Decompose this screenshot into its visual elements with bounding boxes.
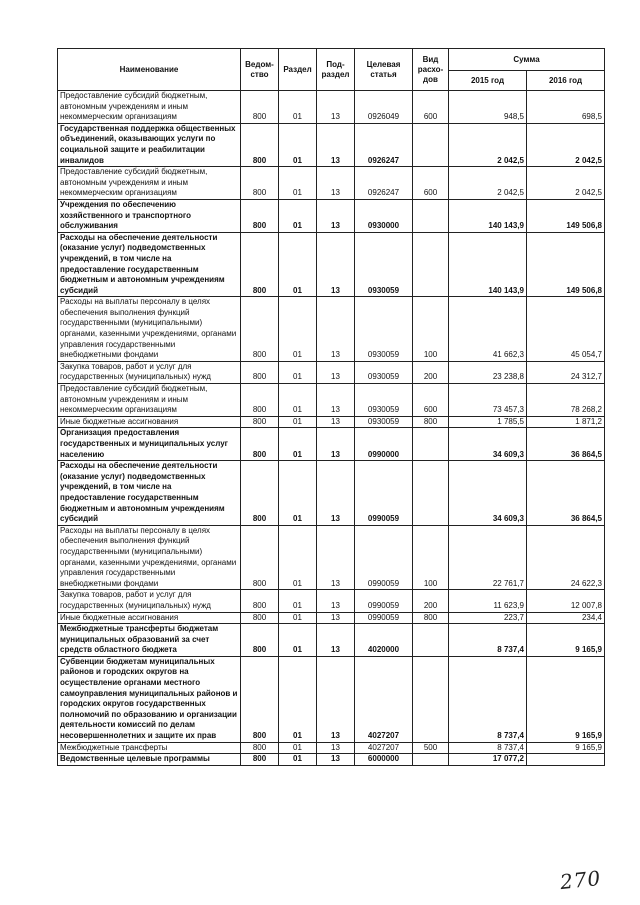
row-sum-2015-cell: 8 737,4: [449, 742, 527, 754]
row-section-cell: 01: [279, 361, 317, 383]
table-row: [58, 624, 605, 657]
row-subsection-cell: 13: [317, 461, 355, 526]
row-exptype-cell: 600: [413, 91, 449, 124]
row-sum-2016-cell: 45 054,7: [527, 297, 605, 362]
row-exptype-cell: [413, 656, 449, 742]
row-exptype-cell: 200: [413, 590, 449, 612]
row-name-cell: Государственная поддержка общественных объединений, оказывающих услуги по социальной защите и реабилитации инвалидов: [58, 123, 241, 166]
row-sum-2016-cell: 149 506,8: [527, 199, 605, 232]
row-sum-2016-cell: 149 506,8: [527, 232, 605, 297]
table-row: [58, 656, 605, 742]
row-ministry-cell: 800: [241, 416, 279, 428]
row-section-cell: 01: [279, 742, 317, 754]
row-sum-2016-cell: 12 007,8: [527, 590, 605, 612]
table-row: [58, 232, 605, 297]
table-row: [58, 428, 605, 461]
row-subsection-cell: 13: [317, 525, 355, 590]
row-sum-2016-cell: 78 268,2: [527, 384, 605, 417]
table-row: [58, 742, 605, 754]
header-exptype: Вид расхо-дов: [413, 49, 449, 91]
row-target-cell: 0926247: [355, 123, 413, 166]
row-name-cell: Расходы на обеспечение деятельности (оказание услуг) подведомственных учреждений, в том числе на предоставление государственным бюджетным и автономным учреждениям субсидий: [58, 461, 241, 526]
row-sum-2015-cell: 2 042,5: [449, 123, 527, 166]
row-section-cell: 01: [279, 297, 317, 362]
row-exptype-cell: 200: [413, 361, 449, 383]
row-name-cell: Предоставление субсидий бюджетным, автономным учреждениям и иным некоммерческим организациям: [58, 91, 241, 124]
row-ministry-cell: 800: [241, 612, 279, 624]
row-sum-2016-cell: [527, 754, 605, 766]
row-subsection-cell: 13: [317, 167, 355, 200]
row-exptype-cell: [413, 754, 449, 766]
row-exptype-cell: [413, 199, 449, 232]
row-name-cell: Иные бюджетные ассигнования: [58, 416, 241, 428]
row-sum-2015-cell: 22 761,7: [449, 525, 527, 590]
row-section-cell: 01: [279, 232, 317, 297]
row-name-cell: Межбюджетные трансферты бюджетам муниципальных образований за счет средств областного бюджета: [58, 624, 241, 657]
row-exptype-cell: 100: [413, 525, 449, 590]
row-name-cell: Расходы на обеспечение деятельности (оказание услуг) подведомственных учреждений, в том числе на предоставление государственным бюджетным и автономным учреждениям субсидий: [58, 232, 241, 297]
row-sum-2015-cell: 34 609,3: [449, 428, 527, 461]
row-exptype-cell: 600: [413, 167, 449, 200]
header-sum: Сумма: [449, 49, 605, 71]
row-section-cell: 01: [279, 612, 317, 624]
row-name-cell: Межбюджетные трансферты: [58, 742, 241, 754]
row-target-cell: 0990000: [355, 428, 413, 461]
row-sum-2016-cell: 9 165,9: [527, 656, 605, 742]
row-subsection-cell: 13: [317, 361, 355, 383]
row-ministry-cell: 800: [241, 361, 279, 383]
row-sum-2016-cell: 2 042,5: [527, 123, 605, 166]
row-sum-2015-cell: 11 623,9: [449, 590, 527, 612]
row-sum-2016-cell: 24 312,7: [527, 361, 605, 383]
row-sum-2016-cell: 1 871,2: [527, 416, 605, 428]
row-subsection-cell: 13: [317, 428, 355, 461]
row-name-cell: Учреждения по обеспечению хозяйственного и транспортного обслуживания: [58, 199, 241, 232]
row-exptype-cell: 500: [413, 742, 449, 754]
row-target-cell: 0990059: [355, 590, 413, 612]
row-sum-2015-cell: 34 609,3: [449, 461, 527, 526]
row-ministry-cell: 800: [241, 742, 279, 754]
row-sum-2015-cell: 17 077,2: [449, 754, 527, 766]
row-section-cell: 01: [279, 91, 317, 124]
row-exptype-cell: [413, 428, 449, 461]
row-ministry-cell: 800: [241, 297, 279, 362]
table-row: [58, 167, 605, 200]
row-subsection-cell: 13: [317, 91, 355, 124]
row-name-cell: Субвенции бюджетам муниципальных районов и городских округов на осуществление органами местного самоуправления муниципальных районов и городских округов государственных полномочий по образованию и организации деятельности комиссий по делам несовершеннолетних и защите их прав: [58, 656, 241, 742]
header-year-2016: 2016 год: [527, 71, 605, 91]
row-subsection-cell: 13: [317, 297, 355, 362]
header-target: Целевая статья: [355, 49, 413, 91]
table-row: [58, 612, 605, 624]
row-name-cell: Закупка товаров, работ и услуг для государственных (муниципальных) нужд: [58, 361, 241, 383]
row-target-cell: 4020000: [355, 624, 413, 657]
row-section-cell: 01: [279, 199, 317, 232]
table-row: [58, 754, 605, 766]
row-subsection-cell: 13: [317, 590, 355, 612]
row-subsection-cell: 13: [317, 742, 355, 754]
header-section: Раздел: [279, 49, 317, 91]
row-subsection-cell: 13: [317, 232, 355, 297]
row-target-cell: 0930059: [355, 297, 413, 362]
row-name-cell: Организация предоставления государственных и муниципальных услуг населению: [58, 428, 241, 461]
row-sum-2016-cell: 234,4: [527, 612, 605, 624]
row-subsection-cell: 13: [317, 624, 355, 657]
row-ministry-cell: 800: [241, 624, 279, 657]
row-sum-2016-cell: 36 864,5: [527, 428, 605, 461]
row-name-cell: Предоставление субсидий бюджетным, автономным учреждениям и иным некоммерческим организациям: [58, 167, 241, 200]
row-target-cell: 0930059: [355, 232, 413, 297]
row-exptype-cell: 100: [413, 297, 449, 362]
row-target-cell: 0930000: [355, 199, 413, 232]
row-ministry-cell: 800: [241, 91, 279, 124]
row-name-cell: Расходы на выплаты персоналу в целях обеспечения выполнения функций государственными (муниципальными) органами, казенными учреждениями, органами управления государственными внебюджетными фондами: [58, 297, 241, 362]
row-ministry-cell: 800: [241, 428, 279, 461]
row-target-cell: 6000000: [355, 754, 413, 766]
row-target-cell: 4027207: [355, 742, 413, 754]
row-subsection-cell: 13: [317, 754, 355, 766]
row-target-cell: 0990059: [355, 461, 413, 526]
table-row: [58, 416, 605, 428]
row-name-cell: Ведомственные целевые программы: [58, 754, 241, 766]
row-section-cell: 01: [279, 754, 317, 766]
table-row: [58, 91, 605, 124]
row-sum-2015-cell: 73 457,3: [449, 384, 527, 417]
row-ministry-cell: 800: [241, 590, 279, 612]
row-sum-2016-cell: 698,5: [527, 91, 605, 124]
header-ministry: Ведом-ство: [241, 49, 279, 91]
row-subsection-cell: 13: [317, 384, 355, 417]
row-ministry-cell: 800: [241, 461, 279, 526]
row-section-cell: 01: [279, 624, 317, 657]
row-target-cell: 0990059: [355, 525, 413, 590]
row-ministry-cell: 800: [241, 525, 279, 590]
table-row: [58, 525, 605, 590]
row-sum-2015-cell: 8 737,4: [449, 656, 527, 742]
row-sum-2016-cell: 24 622,3: [527, 525, 605, 590]
handwritten-page-number: 270: [558, 865, 603, 895]
header-subsection: Под-раздел: [317, 49, 355, 91]
row-sum-2015-cell: 140 143,9: [449, 232, 527, 297]
row-ministry-cell: 800: [241, 384, 279, 417]
row-section-cell: 01: [279, 590, 317, 612]
row-sum-2015-cell: 8 737,4: [449, 624, 527, 657]
table-row: [58, 361, 605, 383]
row-section-cell: 01: [279, 428, 317, 461]
table-row: [58, 123, 605, 166]
row-ministry-cell: 800: [241, 656, 279, 742]
row-exptype-cell: [413, 624, 449, 657]
row-exptype-cell: [413, 461, 449, 526]
table-row: [58, 461, 605, 526]
row-sum-2015-cell: 948,5: [449, 91, 527, 124]
table-row: [58, 590, 605, 612]
row-section-cell: 01: [279, 461, 317, 526]
header-year-2015: 2015 год: [449, 71, 527, 91]
row-name-cell: Расходы на выплаты персоналу в целях обеспечения выполнения функций государственными (муниципальными) органами, казенными учреждениями, органами управления государственными внебюджетными фондами: [58, 525, 241, 590]
row-sum-2016-cell: 2 042,5: [527, 167, 605, 200]
row-target-cell: 4027207: [355, 656, 413, 742]
row-target-cell: 0926049: [355, 91, 413, 124]
table-body: [58, 91, 605, 766]
row-name-cell: Иные бюджетные ассигнования: [58, 612, 241, 624]
budget-table: [57, 48, 605, 766]
header-name: Наименование: [58, 49, 241, 91]
row-name-cell: Предоставление субсидий бюджетным, автономным учреждениям и иным некоммерческим организациям: [58, 384, 241, 417]
row-exptype-cell: [413, 123, 449, 166]
row-sum-2015-cell: 140 143,9: [449, 199, 527, 232]
row-sum-2015-cell: 223,7: [449, 612, 527, 624]
row-sum-2016-cell: 9 165,9: [527, 624, 605, 657]
row-sum-2016-cell: 36 864,5: [527, 461, 605, 526]
row-target-cell: 0990059: [355, 612, 413, 624]
row-sum-2015-cell: 2 042,5: [449, 167, 527, 200]
row-ministry-cell: 800: [241, 754, 279, 766]
row-subsection-cell: 13: [317, 416, 355, 428]
row-exptype-cell: 800: [413, 612, 449, 624]
row-section-cell: 01: [279, 656, 317, 742]
table-header: [58, 49, 605, 91]
table-row: [58, 384, 605, 417]
row-section-cell: 01: [279, 525, 317, 590]
row-ministry-cell: 800: [241, 232, 279, 297]
table-row: [58, 199, 605, 232]
row-subsection-cell: 13: [317, 656, 355, 742]
row-subsection-cell: 13: [317, 123, 355, 166]
row-sum-2015-cell: 41 662,3: [449, 297, 527, 362]
row-sum-2015-cell: 1 785,5: [449, 416, 527, 428]
row-exptype-cell: 600: [413, 384, 449, 417]
row-sum-2016-cell: 9 165,9: [527, 742, 605, 754]
row-target-cell: 0926247: [355, 167, 413, 200]
row-section-cell: 01: [279, 123, 317, 166]
row-ministry-cell: 800: [241, 199, 279, 232]
row-section-cell: 01: [279, 416, 317, 428]
row-exptype-cell: [413, 232, 449, 297]
row-exptype-cell: 800: [413, 416, 449, 428]
row-ministry-cell: 800: [241, 167, 279, 200]
table-row: [58, 297, 605, 362]
row-sum-2015-cell: 23 238,8: [449, 361, 527, 383]
row-name-cell: Закупка товаров, работ и услуг для государственных (муниципальных) нужд: [58, 590, 241, 612]
row-target-cell: 0930059: [355, 416, 413, 428]
row-target-cell: 0930059: [355, 384, 413, 417]
row-subsection-cell: 13: [317, 199, 355, 232]
row-target-cell: 0930059: [355, 361, 413, 383]
row-section-cell: 01: [279, 167, 317, 200]
row-subsection-cell: 13: [317, 612, 355, 624]
row-section-cell: 01: [279, 384, 317, 417]
row-ministry-cell: 800: [241, 123, 279, 166]
